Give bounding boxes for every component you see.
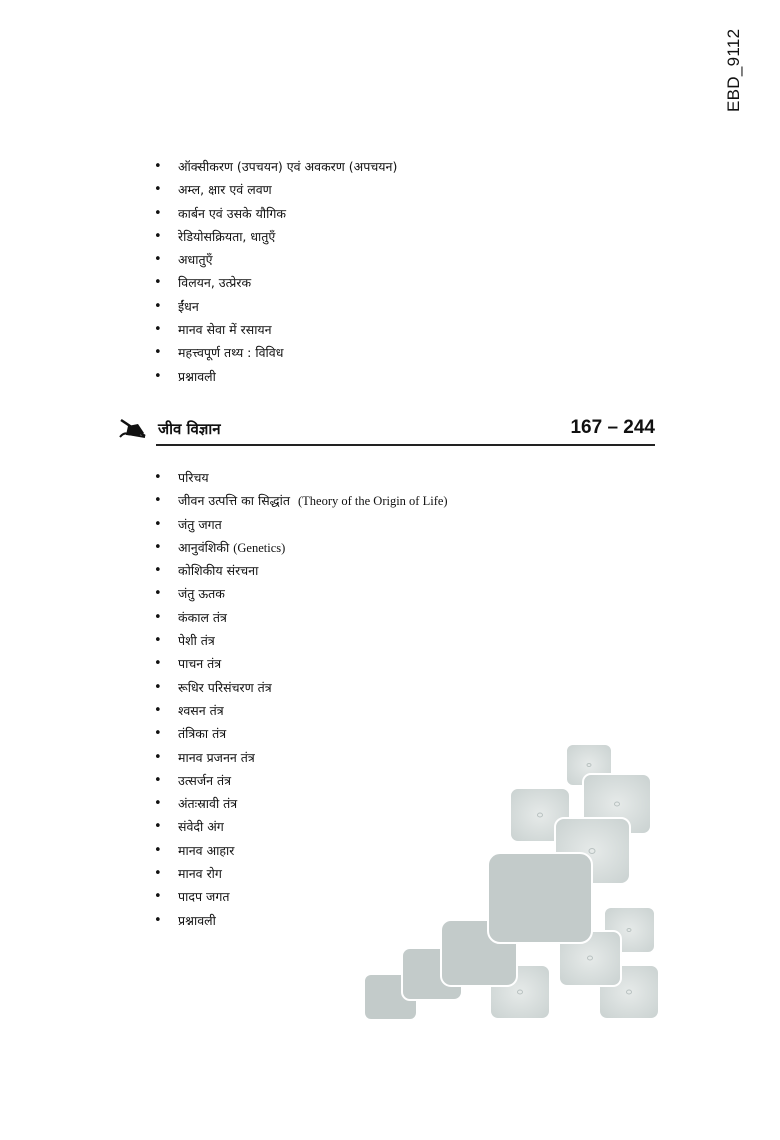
topic-label: मानव आहार bbox=[178, 842, 235, 858]
bullet: • bbox=[154, 633, 162, 649]
topic-label: उत्सर्जन तंत्र bbox=[178, 772, 232, 788]
bullet: • bbox=[154, 586, 162, 602]
bullet: • bbox=[154, 889, 162, 905]
topic-label: महत्त्वपूर्ण तथ्य : विविध bbox=[178, 345, 284, 361]
topic-label: परिचय bbox=[178, 470, 209, 485]
topic-label: अम्ल, क्षार एवं लवण bbox=[178, 182, 272, 198]
bullet: • bbox=[154, 679, 162, 695]
topic-label: प्रश्नावली bbox=[178, 912, 216, 928]
topic-label: कोशिकीय संरचना bbox=[178, 563, 259, 579]
topic-label: रेडियोसक्रियता, धातुएँ bbox=[178, 228, 276, 244]
topic-label: पाचन तंत्र bbox=[178, 656, 222, 672]
bullet: • bbox=[154, 702, 162, 718]
topic-label: जंतु जगत bbox=[178, 516, 222, 532]
bullet: • bbox=[154, 228, 162, 244]
pencil-writing-icon bbox=[118, 418, 148, 440]
bullet: • bbox=[154, 772, 162, 788]
bullet: • bbox=[154, 493, 162, 509]
bullet: • bbox=[154, 516, 162, 532]
topic-english-label: (Genetics) bbox=[233, 540, 286, 555]
topic-label: तंत्रिका तंत्र bbox=[178, 726, 227, 742]
bullet: • bbox=[154, 159, 162, 174]
page-range: 167 – 244 bbox=[570, 417, 655, 438]
topic-label: अधातुएँ bbox=[178, 252, 213, 268]
topic-english-label: (Theory of the Origin of Life) bbox=[297, 494, 448, 509]
topic-label: संवेदी अंग bbox=[178, 819, 224, 835]
bullet: • bbox=[154, 252, 162, 268]
topic-label: आनुवंशिकी bbox=[178, 539, 230, 555]
bullet: • bbox=[154, 796, 162, 812]
bullet: • bbox=[154, 726, 162, 742]
bullet: • bbox=[154, 656, 162, 672]
topic-label: कार्बन एवं उसके यौगिक bbox=[178, 205, 286, 221]
topic-label: अंतःस्रावी तंत्र bbox=[178, 796, 238, 812]
topic-label: पादप जगत bbox=[178, 889, 230, 905]
bullet: • bbox=[154, 322, 162, 338]
bullet: • bbox=[154, 609, 162, 625]
bullet: • bbox=[154, 819, 162, 835]
topic-label: विलयन, उत्प्रेरक bbox=[178, 275, 252, 291]
topic-label: जीवन उत्पत्ति का सिद्धांत bbox=[178, 493, 291, 509]
bullet: • bbox=[154, 912, 162, 928]
section-title: जीव विज्ञान bbox=[158, 420, 221, 438]
topic-label: ईंधन bbox=[178, 298, 199, 314]
topic-label: रूधिर परिसंचरण तंत्र bbox=[178, 679, 272, 695]
topic-label: ऑक्सीकरण (उपचयन) एवं अवकरण (अपचयन) bbox=[178, 159, 398, 174]
section-heading-biology bbox=[118, 416, 655, 446]
bullet: • bbox=[154, 539, 162, 555]
divider bbox=[156, 444, 655, 446]
bullet: • bbox=[154, 470, 162, 485]
bullet: • bbox=[154, 563, 162, 579]
bullet: • bbox=[154, 749, 162, 765]
topic-label: मानव रोग bbox=[178, 866, 222, 882]
decorative-tiles bbox=[360, 740, 670, 1030]
topic-label: श्वसन तंत्र bbox=[178, 702, 224, 718]
page-code: EBD_9112 bbox=[724, 28, 743, 112]
bullet: • bbox=[154, 866, 162, 882]
topic-label: पेशी तंत्र bbox=[178, 633, 215, 649]
bullet: • bbox=[154, 842, 162, 858]
bullet: • bbox=[154, 182, 162, 198]
bullet: • bbox=[154, 275, 162, 291]
topic-label: जंतु ऊतक bbox=[178, 586, 225, 602]
topic-label: कंकाल तंत्र bbox=[178, 609, 227, 625]
bullet: • bbox=[154, 368, 162, 384]
bullet: • bbox=[154, 345, 162, 361]
topic-label: प्रश्नावली bbox=[178, 368, 216, 384]
bullet: • bbox=[154, 205, 162, 221]
topic-label: मानव प्रजनन तंत्र bbox=[178, 749, 255, 765]
topic-label: मानव सेवा में रसायन bbox=[178, 322, 272, 338]
bullet: • bbox=[154, 298, 162, 314]
